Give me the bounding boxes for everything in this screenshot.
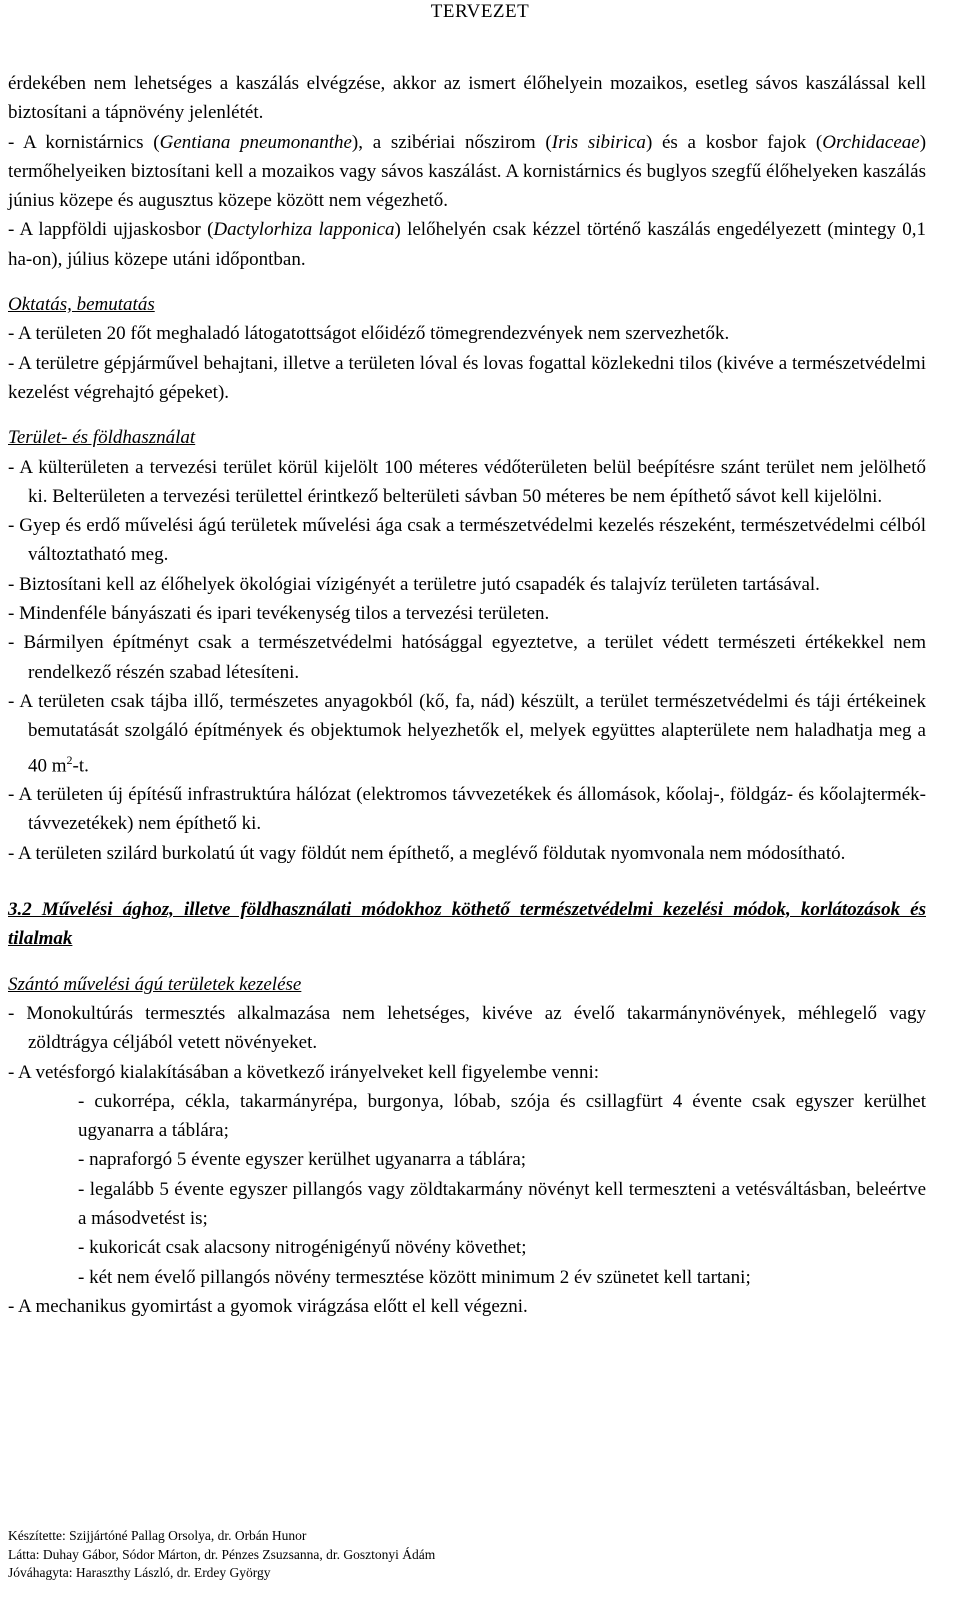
footer-reviewer-line: Látta: Duhay Gábor, Sódor Márton, dr. Pénzes Zsuzsanna, dr. Gosztonyi Ádám [8, 1546, 436, 1562]
page-header: TERVEZET [430, 1, 530, 22]
list-item: - A külterületen a tervezési terület körül kijelölt 100 méteres védőterületen belül beépítésre szánt terület nem jelölhető ki. Belterületen a tervezési területtel érintkező belterületi sávban 50 méteres be nem építhető sávot kell kijelölni. [8, 456, 926, 507]
sub-list-item: - napraforgó 5 évente egyszer kerülhet ugyanarra a táblára; [78, 1149, 527, 1171]
paragraph: - A lappföldi ujjaskosbor (Dactylorhiza lapponica) lelőhelyén csak kézzel történő kaszálás engedélyezett (mintegy 0,1 ha-on), július közepe utáni időpontban. [8, 219, 927, 270]
paragraph: - A területen 20 főt meghaladó látogatottságot előidéző tömegrendezvények nem szervezhetők. [8, 323, 730, 345]
list-item: - Monokultúrás termesztés alkalmazása nem lehetséges, kivéve az évelő takarmánynövények, méhlegelő vagy zöldtrágya céljából vetett növényeket. [8, 1002, 926, 1054]
chapter-heading: 3.2 Művelési ághoz, illetve földhasználati módokhoz köthető természetvédelmi kezelési módok, korlátozások és tilalmak [8, 899, 926, 950]
list-item: - A területen új építésű infrastruktúra hálózat (elektromos távvezetékek és állomások, kőolaj-, földgáz- és kőolajtermék-távvezetékek) nem építhető ki. [8, 784, 926, 835]
section-heading: Szántó művelési ágú területek kezelése [8, 973, 302, 995]
footer-approver-line: Jóváhagyta: Haraszthy László, dr. Erdey György [8, 1565, 271, 1580]
list-item: - Gyep és erdő művelési ágú területek művelési ága csak a természetvédelmi kezelés részeként, természetvédelmi célból változtatható meg. [8, 515, 926, 566]
paragraph: - A területre gépjárművel behajtani, illetve a területen lóval és lovas fogattal közlekedni tilos (kivéve a természetvédelmi kezelést végrehajtó gépeket). [8, 352, 926, 403]
sub-list-item: - kukoricát csak alacsony nitrogénigényű növény követhet; [78, 1237, 527, 1259]
sub-list-item: - két nem évelő pillangós növény termesztése között minimum 2 év szünetet kell tartani; [78, 1266, 751, 1288]
sub-list-item: - cukorrépa, cékla, takarmányrépa, burgonya, lóbab, szója és csillagfürt 4 évente csak egyszer kerülhet ugyanarra a táblára; [78, 1090, 926, 1142]
paragraph: - A kornistárnics (Gentiana pneumonanthe), a szibériai nőszirom (Iris sibirica) és a kosbor fajok (Orchidaceae) termőhelyeiken biztosítani kell a mozaikos vagy sávos kaszálást. A kornistárnics és buglyos szegfű élőhelyeken kaszálás június közepe és augusztus közepe között nem végezhető. [8, 131, 927, 212]
sub-list-item: - legalább 5 évente egyszer pillangós vagy zöldtakarmány növényt kell termeszteni a vetésváltásban, beleértve a másodvetést is; [78, 1178, 926, 1230]
list-item: - Mindenféle bányászati és ipari tevékenység tilos a tervezési területen. [8, 603, 550, 625]
page-footer [8, 1527, 435, 1583]
list-item: - A mechanikus gyomirtást a gyomok virágzása előtt el kell végezni. [8, 1295, 528, 1317]
paragraph: érdekében nem lehetséges a kaszálás elvégzése, akkor az ismert élőhelyein mozaikos, esetleg sávos kaszálással kell biztosítani a tápnövény jelenlétét. [8, 73, 926, 124]
list-item: - A területen szilárd burkolatú út vagy földút nem építhető, a meglévő földutak nyomvonala nem módosítható. [8, 842, 846, 864]
list-item: - Biztosítani kell az élőhelyek ökológiai vízigényét a területre jutó csapadék és talajvíz területen tartásával. [8, 573, 820, 595]
section-heading: Terület- és földhasználat [8, 427, 196, 449]
section-heading: Oktatás, bemutatás [8, 294, 155, 316]
footer-author-line: Készítette: Szijjártóné Pallag Orsolya, dr. Orbán Hunor [8, 1528, 307, 1543]
list-item: - A vetésforgó kialakításában a következő irányelveket kell figyelembe venni: [8, 1061, 600, 1083]
list-item: - Bármilyen építményt csak a természetvédelmi hatósággal egyeztetve, a terület védett természeti értékekkel nem rendelkező részén szabad létesíteni. [8, 632, 926, 683]
list-item: - A területen csak tájba illő, természetes anyagokból (kő, fa, nád) készült, a terület természetvédelmi és táji értékeinek bemutatását szolgáló építmények és objektumok helyezhetők el, melyek együttes alapterülete nem haladhatja meg a 40 $m^2-t$. [8, 690, 926, 776]
document-body [8, 69, 926, 1321]
